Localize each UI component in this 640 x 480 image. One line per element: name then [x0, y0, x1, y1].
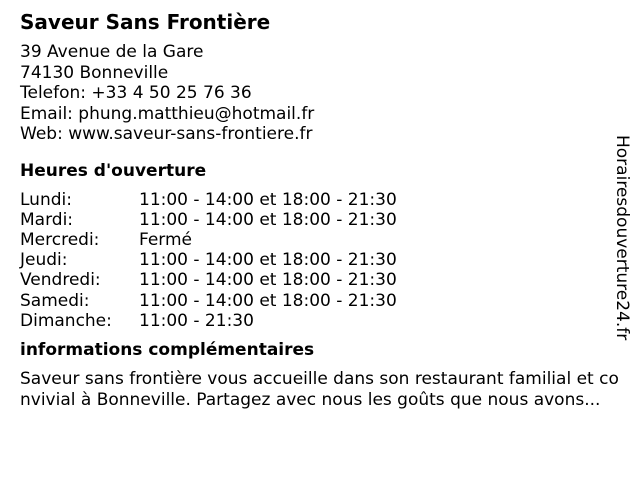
hours-table — [20, 190, 620, 331]
hours-row-mardi — [20, 210, 620, 230]
web-line: Web: www.saveur-sans-frontiere.fr — [20, 124, 313, 144]
hours-day: Samedi: — [20, 290, 90, 311]
hours-time: 11:00 - 14:00 et 18:00 - 21:30 — [139, 290, 397, 311]
contact-block — [20, 42, 620, 145]
hours-time: 11:00 - 14:00 et 18:00 - 21:30 — [139, 270, 397, 291]
hours-row-samedi — [20, 291, 620, 311]
business-card — [20, 9, 620, 411]
hours-row-vendredi — [20, 270, 620, 290]
hours-row-lundi — [20, 190, 620, 210]
address-city: 74130 Bonneville — [20, 62, 169, 83]
hours-row-dimanche — [20, 311, 620, 331]
hours-day: Vendredi: — [20, 270, 101, 291]
hours-time: 11:00 - 14:00 et 18:00 - 21:30 — [139, 209, 397, 230]
side-brand-watermark: Horairesdouverture24.fr — [612, 135, 632, 341]
hours-time: Fermé — [139, 229, 193, 250]
address-street: 39 Avenue de la Gare — [20, 42, 204, 62]
hours-day: Mercredi: — [20, 229, 100, 250]
info-heading: informations complémentaires — [20, 339, 315, 360]
email-line: Email: phung.matthieu@hotmail.fr — [20, 103, 315, 124]
hours-time: 11:00 - 21:30 — [139, 310, 254, 331]
hours-day: Lundi: — [20, 189, 72, 210]
info-text: Saveur sans frontière vous accueille dans son restaurant familial et convivial à Bonneville. Partagez avec nous les goûts que nous avons... — [20, 368, 619, 410]
hours-time: 11:00 - 14:00 et 18:00 - 21:30 — [139, 189, 397, 210]
hours-time: 11:00 - 14:00 et 18:00 - 21:30 — [139, 250, 397, 271]
hours-day: Mardi: — [20, 209, 74, 230]
hours-heading: Heures d'ouverture — [20, 160, 207, 181]
hours-day: Jeudi: — [20, 250, 68, 271]
business-name: Saveur Sans Frontière — [20, 10, 271, 34]
hours-row-jeudi — [20, 250, 620, 270]
hours-row-mercredi — [20, 230, 620, 250]
phone-line: Telefon: +33 4 50 25 76 36 — [20, 83, 252, 103]
hours-day: Dimanche: — [20, 310, 112, 331]
